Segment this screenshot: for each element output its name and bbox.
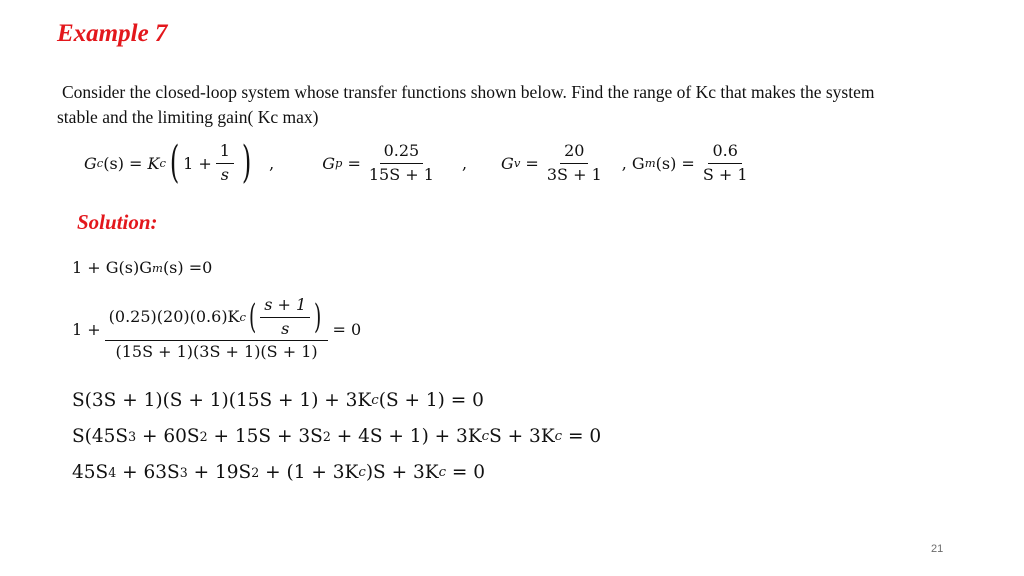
- gm-equation: [622, 142, 756, 184]
- eq4-subscript: c: [481, 429, 490, 444]
- eq5-part-d: + (1 + 3K: [259, 462, 359, 483]
- eq2-numerator-subscript: c: [239, 309, 246, 324]
- eq3-subscript: c: [371, 393, 379, 408]
- gm-denominator: S + 1: [702, 164, 748, 184]
- eq5-part-a: 45S: [72, 462, 109, 483]
- problem-line-1: Consider the closed-loop system whose transfer functions shown below. Find the range of Kc that makes the system: [62, 82, 875, 102]
- eq4-subscript: c: [554, 429, 563, 444]
- gm-symbol: , G: [621, 153, 645, 173]
- eq2-denominator: (15S + 1)(3S + 1)(S + 1): [115, 342, 318, 362]
- separator-comma: ,: [269, 153, 275, 173]
- transfer-functions: [84, 136, 756, 190]
- gp-equation: [322, 142, 442, 184]
- eq4-part-a: S(45S: [72, 426, 129, 447]
- gp-subscript: p: [335, 156, 343, 170]
- gv-denominator: 3S + 1: [546, 164, 602, 184]
- gc-one-plus: 1 +: [183, 153, 212, 173]
- eq2-numerator: [105, 296, 329, 341]
- eq4-exponent: 3: [128, 429, 137, 444]
- gp-equals: =: [342, 153, 361, 173]
- eq5-part-e: )S + 3K: [365, 462, 439, 483]
- slide-title: Example 7: [57, 20, 168, 47]
- eq4-part-e: S + 3K: [489, 426, 555, 447]
- right-paren: ): [314, 297, 322, 338]
- gv-numerator: 20: [560, 142, 588, 163]
- gp-symbol: G: [322, 153, 335, 173]
- gm-numerator: 0.6: [708, 142, 741, 163]
- eq2-numerator-text: (0.25)(20)(0.6)K: [108, 307, 240, 327]
- gc-numerator: 1: [216, 142, 234, 163]
- eq2-inner-denominator: s: [281, 318, 290, 338]
- gc-subscript: c: [96, 156, 104, 170]
- gv-subscript: v: [513, 156, 521, 170]
- eq2-inner-fraction: [260, 296, 310, 338]
- gv-symbol: G: [501, 153, 514, 173]
- eq4-exponent: 2: [322, 429, 331, 444]
- right-paren: ): [241, 137, 252, 188]
- gc-equation: [84, 137, 255, 188]
- page-number: 21: [931, 543, 944, 555]
- gc-symbol: G: [84, 153, 97, 173]
- gp-fraction: [365, 142, 438, 184]
- gm-subscript: m: [644, 156, 656, 170]
- gv-equation: [501, 142, 610, 184]
- eq4-part-c: + 15S + 3S: [207, 426, 323, 447]
- equation-characteristic: [72, 258, 212, 277]
- eq4-part-f: = 0: [562, 426, 602, 447]
- eq1-subscript: m: [152, 260, 163, 275]
- gm-argument: (s) =: [655, 153, 695, 173]
- eq5-subscript: c: [438, 465, 447, 480]
- equation-product-form: [72, 390, 484, 411]
- equation-final-polynomial: [72, 462, 485, 483]
- eq3-rhs: (S + 1) = 0: [378, 390, 484, 411]
- solution-title: Solution:: [77, 210, 158, 234]
- eq2-main-fraction: [105, 296, 329, 361]
- eq2-one-plus: 1 +: [72, 319, 101, 339]
- equation-polynomial-expanded: [72, 426, 601, 447]
- gv-fraction: [543, 142, 606, 184]
- eq4-exponent: 2: [199, 429, 208, 444]
- eq5-part-b: + 63S: [116, 462, 180, 483]
- gc-gain-subscript: c: [159, 156, 166, 170]
- problem-statement: [57, 80, 977, 130]
- eq2-rhs: = 0: [332, 319, 362, 339]
- eq5-exponent: 2: [251, 465, 260, 480]
- eq4-part-d: + 4S + 1) + 3K: [330, 426, 482, 447]
- eq5-part-c: + 19S: [187, 462, 252, 483]
- eq5-part-f: = 0: [446, 462, 486, 483]
- separator-comma: ,: [461, 153, 468, 173]
- gp-denominator: 15S + 1: [368, 164, 434, 184]
- gm-fraction: [699, 142, 752, 184]
- eq5-exponent: 3: [179, 465, 188, 480]
- gc-argument: (s) =: [103, 153, 148, 173]
- eq5-subscript: c: [358, 465, 366, 480]
- left-paren: (: [248, 297, 257, 338]
- eq2-inner-numerator: s + 1: [260, 296, 310, 317]
- eq1-lhs: 1 + G(s)G: [72, 258, 153, 277]
- gp-numerator: 0.25: [380, 142, 424, 163]
- gv-equals: =: [520, 153, 539, 173]
- problem-line-2: stable and the limiting gain( Kc max): [57, 107, 319, 127]
- gc-denominator: s: [220, 164, 229, 184]
- eq4-part-b: + 60S: [136, 426, 200, 447]
- eq1-rhs: (s) =0: [162, 258, 213, 277]
- eq5-exponent: 4: [108, 465, 117, 480]
- equation-expanded-fraction: [72, 296, 361, 362]
- left-paren: (: [169, 137, 180, 188]
- gc-fraction: [216, 142, 234, 184]
- gc-gain-symbol: K: [147, 153, 160, 173]
- eq3-lhs: S(3S + 1)(S + 1)(15S + 1) + 3K: [72, 390, 372, 411]
